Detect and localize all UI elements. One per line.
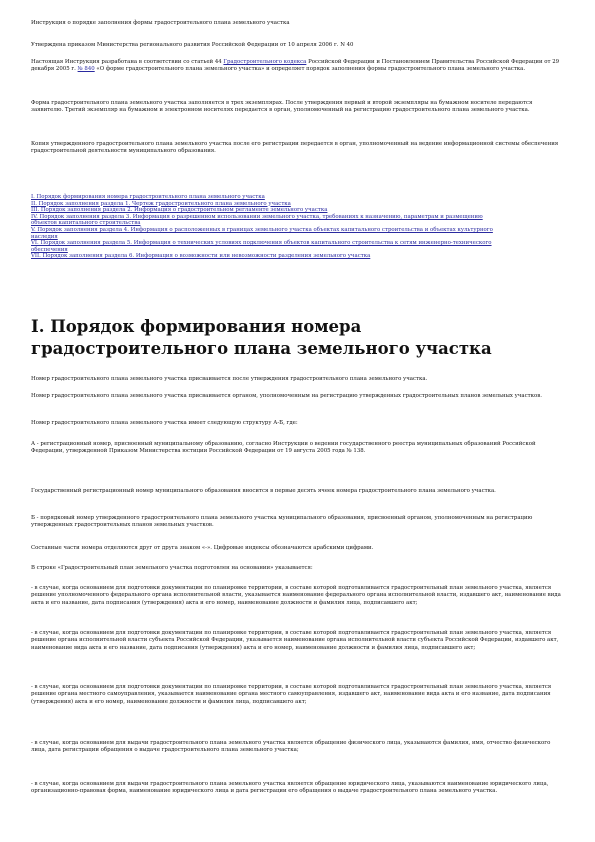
body-paragraph-1: Номер градостроительного плана земельного участка присваивается после утверждения градостроительного плана земельного участка. [31, 376, 428, 382]
body-paragraph-4: А - регистрационный номер, присвоенный муниципальному образованию, согласно Инструкции о ведении государственного реестра муниципальных образований Российской Федерации, утвержденной Приказом Министерства юстиции Российской Федерации от 19 августа 2005 года № 138. [31, 441, 536, 455]
body-paragraph-7: Составные части номера отделяются друг от друга знаком «-». Цифровые индексы обозначаются арабскими цифрами. [31, 545, 374, 551]
document-title: Инструкция о порядке заполнения формы градостроительного плана земельного участка [31, 20, 290, 26]
body-paragraph-11: - в случае, когда основанием для подготовки документации по планировке территории, в составе которой подготавливается градостроительный план земельного участка, является решение органа местного самоуправления, указывается наименование органа местного самоуправления, издавшего акт, наименование вида акта и его название, дата подписания (утверждения) акта и его номер, наименование должности и фамилия лица, подписавшего акт; [31, 684, 552, 705]
toc-link-section-5[interactable]: V. Порядок заполнения раздела 4. Информация о расположенных в границах земельного участка объектах капитального строительства и объектах культурного наследия [31, 226, 493, 240]
section-heading: I. Порядок формирования номера градостроительного плана земельного участка [31, 317, 492, 358]
intro-text-3: «О форме градостроительного плана земельного участка» и определяет порядок заполнения формы градостроительного плана земельного участка. [94, 66, 526, 73]
toc-link-section-6[interactable]: VI. Порядок заполнения раздела 5. Информация о технических условиях подключения объектов капитального строительства к сетям инженерно-технического обеспечения [31, 240, 492, 253]
toc-link-section-1[interactable]: I. Порядок формирования номера градостроительного плана земельного участка [31, 194, 265, 200]
approval-note: Утверждена приказом Министерства регионального развития Российской Федерации от 10 апреля 2006 г. N 40 [31, 42, 354, 48]
table-of-contents [31, 194, 501, 260]
isogd-paragraph: Копия утвержденного градостроительного плана земельного участка после его регистрации передается в орган, уполномоченный на ведение информационной системы обеспечения градостроительной деятельности муниципального образования. [31, 141, 559, 155]
intro-paragraph [31, 59, 561, 74]
body-paragraph-12: - в случае, когда основанием для выдачи градостроительного плана земельного участка является обращение физического лица, указываются фамилия, имя, отчество физического лица, дата регистрации обращения о выдаче градостроительного плана земельного участка; [31, 740, 551, 754]
decree-840-link[interactable]: № 840 [77, 66, 95, 73]
body-paragraph-10: - в случае, когда основанием для подготовки документации по планировке территории, в составе которой подготавливается градостроительный план земельного участка, является решение органа исполнительной власти субъекта Российской Федерации, указывается наименование органа исполнительной власти субъекта Российской Федерации, издавшего акт, наименование вида акта и его название, дата подписания (утверждения) акта и его номер, наименование должности и фамилия лица, подписавшего акт; [31, 630, 559, 651]
grad-code-link[interactable]: Градостроительного кодекса [223, 59, 307, 65]
intro-text-1: Настоящая Инструкция разработана в соответствии со статьей 44 [31, 59, 224, 65]
body-paragraph-6: Б - порядковый номер утвержденного градостроительного плана земельного участка муниципального образования, присвоенный органом, уполномоченным на регистрацию утвержденных градостроительных планов земельных участков. [31, 515, 533, 529]
body-paragraph-3: Номер градостроительного плана земельного участка имеет следующую структуру А-Б, где: [31, 420, 298, 426]
toc-link-section-2[interactable]: II. Порядок заполнения раздела 1. Чертеж градостроительного плана земельного участка [31, 200, 291, 207]
toc-link-section-4[interactable]: IV. Порядок заполнения раздела 3. Информация о разрешенном использовании земельного участка, требованиях к назначению, параметрам и размещению объектов капитального строительства [31, 213, 483, 227]
intro-text-2: Российской Федерации и Постановлением Правительства Российской Федерации от 29 декабря 2005 г. [31, 59, 560, 73]
body-paragraph-5: Государственный регистрационный номер муниципального образования вносится в первые десять ячеек номера градостроительного плана земельного участка. [31, 488, 496, 494]
body-paragraph-9: - в случае, когда основанием для подготовки документации по планировке территории, в составе которой подготавливается градостроительный план земельного участка, является решение уполномоченного федерального органа исполнительной власти, указывается наименование федерального органа исполнительной власти, издавшего акт, наименование вида акта и его название, дата подписания (утверждения) акта и его номер, наименование должности и фамилия лица, подписавшего акт; [31, 585, 561, 606]
body-paragraph-13: - в случае, когда основанием для выдачи градостроительного плана земельного участка является обращение юридического лица, указываются наименование юридического лица, организационно-правовая форма, наименование юридического лица и дата регистрации его обращения о выдаче градостроительного плана земельного участка. [31, 781, 549, 795]
copies-paragraph: Форма градостроительного плана земельного участка заполняется в трех экземплярах. После утверждения первый и второй экземпляры на бумажном носителе передаются заявителю. Третий экземпляр на бумажном и электронном носителях передается в орган, уполномоченный на регистрацию градостроительного плана земельного участка. [31, 100, 533, 114]
toc-link-section-7[interactable]: VII. Порядок заполнения раздела 6. Информация о возможности или невозможности разделения земельного участка [31, 253, 371, 260]
body-paragraph-8: В строке «Градостроительный план земельного участка подготовлен на основании» указывается: [31, 565, 313, 571]
body-paragraph-2: Номер градостроительного плана земельного участка присваивается органом, уполномоченным на регистрацию утвержденных градостроительных планов земельных участков. [31, 393, 542, 399]
toc-link-section-3[interactable]: III. Порядок заполнения раздела 2. Информация о градостроительном регламенте земельного участка [31, 207, 328, 214]
